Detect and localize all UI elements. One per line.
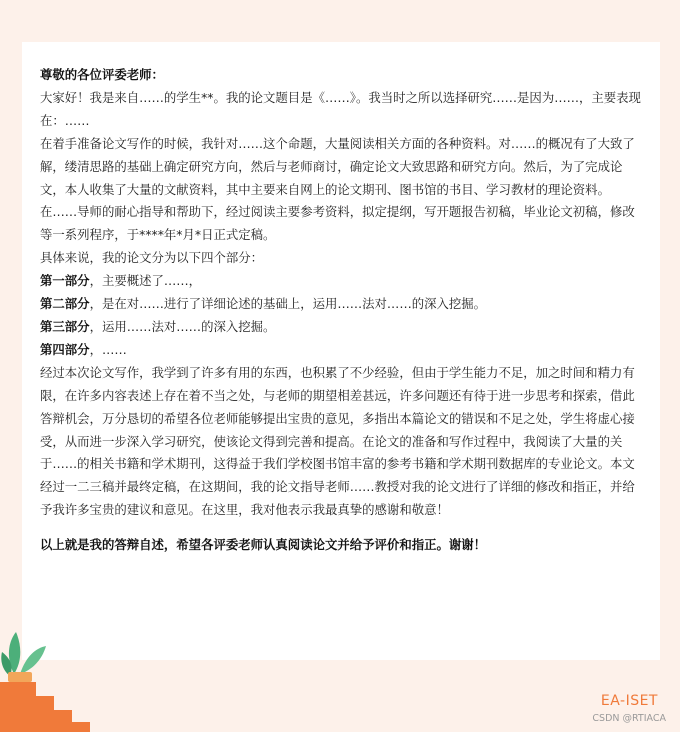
part-text: ，…… <box>89 341 127 357</box>
paragraph-preparation: 在着手准备论文写作的时候，我针对……这个命题，大量阅读相关方面的各种资料。对……的概况有了大致了解，缕清思路的基础上确定研究方向，然后与老师商讨，确定论文大致思路和研究方向。然后，为了完成论文，本人收集了大量的文献资料，其中主要来自网上的论文期刊、图书馆的书目、学习教材的理论资料。在……导师的耐心指导和帮助下，经过阅读主要参考资料，拟定提纲，写开题报告初稿，毕业论文初稿，修改等一系列程序，于****年*月*日正式定稿。 <box>40 135 635 243</box>
part-item <box>40 316 644 339</box>
part-label: 第四部分 <box>40 341 90 357</box>
paragraph-conclusion: 经过本次论文写作，我学到了许多有用的东西，也积累了不少经验，但由于学生能力不足，加之时间和精力有限，在许多内容表述上存在着不当之处，与老师的期望相差甚远，许多问题还有待于进一步思考和探索，借此答辩机会，万分恳切的希望各位老师能够提出宝贵的意见，多指出本篇论文的错误和不足之处，学生将虚心接受，从而进一步深入学习研究，使该论文得到完善和提高。在论文的准备和写作过程中，我阅读了大量的关于……的相关书籍和学术期刊，这得益于我们学校图书馆丰富的参考书籍和学术期刊数据库的专业论文。本文经过一二三稿并最终定稿，在这期间，我的论文指导老师……教授对我的论文进行了详细的修改和指正，并给予我许多宝贵的建议和意见。在这里，我对他表示我最真挚的感谢和敬意！ <box>40 364 635 518</box>
part-item <box>40 270 644 293</box>
document-body <box>40 64 644 557</box>
plant-stairs-icon <box>0 612 90 732</box>
part-text: ，主要概述了……， <box>89 273 202 289</box>
part-label: 第三部分 <box>40 318 90 334</box>
part-text: ，运用……法对……的深入挖掘。 <box>89 318 276 334</box>
source-credit: CSDN @RTIACA <box>592 713 666 724</box>
paragraph-structure: 具体来说，我的论文分为以下四个部分： <box>40 250 264 266</box>
closing-statement: 以上就是我的答辩自述，希望各评委老师认真阅读论文并给予评价和指正。谢谢！ <box>40 537 487 553</box>
salutation: 尊敬的各位评委老师： <box>40 67 164 82</box>
paragraph-intro: 大家好！我是来自……的学生**。我的论文题目是《……》。我当时之所以选择研究……是因为……，主要表现在：…… <box>40 89 641 128</box>
part-label: 第二部分 <box>40 296 90 312</box>
part-item <box>40 339 644 362</box>
spacer <box>40 522 644 534</box>
brand-watermark: EA-ISET <box>600 693 658 709</box>
part-text: ，是在对……进行了详细论述的基础上，运用……法对……的深入挖掘。 <box>89 296 487 312</box>
part-item <box>40 293 644 316</box>
part-label: 第一部分 <box>40 273 90 289</box>
document-card <box>22 42 660 660</box>
